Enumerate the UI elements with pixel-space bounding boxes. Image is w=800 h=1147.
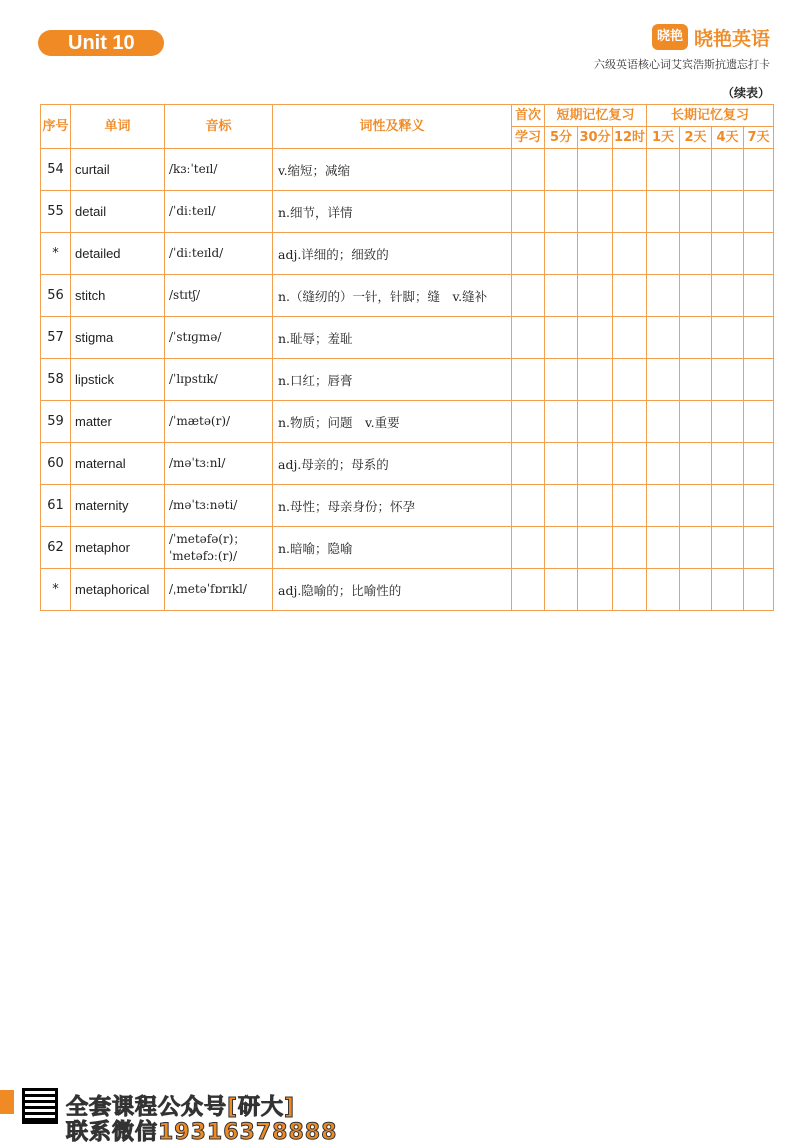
row-definition: n.暗喻；隐喻: [273, 527, 512, 569]
table-row: [41, 191, 774, 233]
review-checkbox-cell[interactable]: [613, 317, 647, 359]
review-checkbox-cell[interactable]: [647, 527, 680, 569]
row-definition: n.细节，详情: [273, 191, 512, 233]
row-definition: n.母性；母亲身份；怀孕: [273, 485, 512, 527]
table-row: [41, 359, 774, 401]
review-checkbox-cell[interactable]: [613, 275, 647, 317]
review-checkbox-cell[interactable]: [712, 233, 744, 275]
col-first-header: 首次: [512, 105, 545, 127]
brand-name: 晓艳英语: [693, 27, 770, 50]
review-checkbox-cell[interactable]: [647, 443, 680, 485]
interval-header: 7天: [744, 127, 774, 149]
review-checkbox-cell[interactable]: [613, 359, 647, 401]
review-checkbox-cell[interactable]: [578, 443, 613, 485]
watermark-line2: 联系微信19316378888: [66, 1120, 338, 1145]
review-checkbox-cell[interactable]: [647, 149, 680, 191]
row-number: 62: [41, 527, 71, 569]
review-checkbox-cell[interactable]: [545, 275, 578, 317]
review-checkbox-cell[interactable]: [545, 233, 578, 275]
review-checkbox-cell[interactable]: [545, 401, 578, 443]
review-checkbox-cell[interactable]: [680, 527, 712, 569]
table-row: [41, 527, 774, 569]
review-checkbox-cell[interactable]: [647, 359, 680, 401]
review-checkbox-cell[interactable]: [712, 527, 744, 569]
row-phonetic: [165, 191, 273, 233]
phonetic-line: /ˈlɪpstɪk/: [169, 372, 218, 386]
review-checkbox-cell[interactable]: [744, 359, 774, 401]
review-checkbox-cell[interactable]: [712, 443, 744, 485]
row-definition: n.口红；唇膏: [273, 359, 512, 401]
review-checkbox-cell[interactable]: [578, 191, 613, 233]
row-word: maternity: [71, 485, 165, 527]
review-checkbox-cell[interactable]: [680, 443, 712, 485]
row-word: stitch: [71, 275, 165, 317]
review-checkbox-cell[interactable]: [512, 149, 545, 191]
row-number: 59: [41, 401, 71, 443]
interval-header: 4天: [712, 127, 744, 149]
review-checkbox-cell[interactable]: [744, 149, 774, 191]
col-definition-header: 词性及释义: [273, 105, 512, 149]
phonetic-line: /kɜːˈteɪl/: [169, 162, 218, 176]
review-checkbox-cell[interactable]: [680, 275, 712, 317]
row-number: 56: [41, 275, 71, 317]
row-number: 58: [41, 359, 71, 401]
interval-header: 2天: [680, 127, 712, 149]
review-checkbox-cell[interactable]: [744, 485, 774, 527]
row-number: 54: [41, 149, 71, 191]
phonetic-line: /ˈmetəfə(r)；: [169, 531, 246, 546]
review-checkbox-cell[interactable]: [744, 569, 774, 611]
review-checkbox-cell[interactable]: [545, 317, 578, 359]
col-word-header: 单词: [71, 105, 165, 149]
table-row: [41, 317, 774, 359]
row-definition: adj.详细的；细致的: [273, 233, 512, 275]
table-row: [41, 275, 774, 317]
review-checkbox-cell[interactable]: [712, 275, 744, 317]
review-checkbox-cell[interactable]: [512, 485, 545, 527]
review-checkbox-cell[interactable]: [578, 233, 613, 275]
review-checkbox-cell[interactable]: [512, 359, 545, 401]
watermark-line1: 全套课程公众号[研大]: [66, 1095, 296, 1120]
review-checkbox-cell[interactable]: [613, 191, 647, 233]
review-checkbox-cell[interactable]: [545, 149, 578, 191]
phonetic-line: /stɪtʃ/: [169, 288, 200, 302]
review-checkbox-cell[interactable]: [578, 569, 613, 611]
review-checkbox-cell[interactable]: [647, 485, 680, 527]
row-word: metaphor: [71, 527, 165, 569]
row-phonetic: [165, 317, 273, 359]
review-checkbox-cell[interactable]: [613, 149, 647, 191]
review-checkbox-cell[interactable]: [613, 485, 647, 527]
review-checkbox-cell[interactable]: [545, 485, 578, 527]
phonetic-line: /ˈstɪɡmə/: [169, 330, 222, 344]
review-checkbox-cell[interactable]: [512, 275, 545, 317]
table-row: [41, 233, 774, 275]
review-checkbox-cell[interactable]: [613, 527, 647, 569]
table-row: [41, 569, 774, 611]
review-checkbox-cell[interactable]: [578, 275, 613, 317]
review-checkbox-cell[interactable]: [613, 233, 647, 275]
review-checkbox-cell[interactable]: [680, 317, 712, 359]
review-checkbox-cell[interactable]: [680, 191, 712, 233]
book-subtitle: 六级英语核心词艾宾浩斯抗遗忘打卡: [594, 58, 770, 71]
continued-label: （续表）: [721, 86, 770, 100]
review-checkbox-cell[interactable]: [744, 275, 774, 317]
col-short-header: 短期记忆复习: [545, 105, 647, 127]
review-checkbox-cell[interactable]: [578, 317, 613, 359]
col-first-sub-header: 学习: [512, 127, 545, 149]
row-definition: n.物质；问题 v.重要: [273, 401, 512, 443]
review-checkbox-cell[interactable]: [545, 443, 578, 485]
review-checkbox-cell[interactable]: [512, 401, 545, 443]
col-seq-header: 序号: [41, 105, 71, 149]
row-phonetic: [165, 275, 273, 317]
table-row: [41, 149, 774, 191]
review-checkbox-cell[interactable]: [744, 191, 774, 233]
row-definition: adj.母亲的；母系的: [273, 443, 512, 485]
row-word: curtail: [71, 149, 165, 191]
review-checkbox-cell[interactable]: [545, 527, 578, 569]
review-checkbox-cell[interactable]: [744, 233, 774, 275]
phonetic-line: /ˈdiːteɪld/: [169, 246, 224, 260]
col-long-header: 长期记忆复习: [647, 105, 774, 127]
row-phonetic: [165, 401, 273, 443]
row-phonetic: [165, 443, 273, 485]
review-checkbox-cell[interactable]: [512, 569, 545, 611]
qr-code-icon: [22, 1088, 58, 1124]
review-checkbox-cell[interactable]: [647, 275, 680, 317]
review-checkbox-cell[interactable]: [512, 527, 545, 569]
review-checkbox-cell[interactable]: [512, 191, 545, 233]
row-definition: adj.隐喻的；比喻性的: [273, 569, 512, 611]
row-phonetic: [165, 485, 273, 527]
interval-header: 30分: [578, 127, 613, 149]
review-checkbox-cell[interactable]: [512, 233, 545, 275]
review-checkbox-cell[interactable]: [578, 485, 613, 527]
interval-header: 12时: [613, 127, 647, 149]
row-phonetic: [165, 359, 273, 401]
interval-header: 5分: [545, 127, 578, 149]
interval-header: 1天: [647, 127, 680, 149]
phonetic-line: /ˌmetəˈfɒrɪkl/: [169, 582, 247, 596]
table-row: [41, 401, 774, 443]
review-checkbox-cell[interactable]: [647, 401, 680, 443]
row-word: stigma: [71, 317, 165, 359]
row-word: detail: [71, 191, 165, 233]
review-checkbox-cell[interactable]: [712, 359, 744, 401]
row-phonetic: [165, 149, 273, 191]
review-checkbox-cell[interactable]: [647, 569, 680, 611]
review-checkbox-cell[interactable]: [578, 527, 613, 569]
row-definition: n.（缝纫的）一针，针脚；缝 v.缝补: [273, 275, 512, 317]
review-checkbox-cell[interactable]: [712, 149, 744, 191]
review-checkbox-cell[interactable]: [744, 401, 774, 443]
review-checkbox-cell[interactable]: [744, 443, 774, 485]
row-number: 55: [41, 191, 71, 233]
review-checkbox-cell[interactable]: [545, 191, 578, 233]
row-number: 60: [41, 443, 71, 485]
row-number: *: [41, 569, 71, 611]
row-word: detailed: [71, 233, 165, 275]
table-row: [41, 485, 774, 527]
brand-logo-icon: 晓艳: [652, 24, 688, 50]
row-word: metaphorical: [71, 569, 165, 611]
review-checkbox-cell[interactable]: [545, 569, 578, 611]
review-checkbox-cell[interactable]: [613, 443, 647, 485]
row-phonetic: [165, 527, 273, 569]
review-checkbox-cell[interactable]: [744, 527, 774, 569]
review-checkbox-cell[interactable]: [712, 569, 744, 611]
phonetic-line: /ˈmætə(r)/: [169, 414, 231, 428]
page-edge-marker: [0, 1090, 14, 1114]
unit-label: Unit 10: [38, 30, 164, 56]
row-phonetic: [165, 569, 273, 611]
review-checkbox-cell[interactable]: [578, 149, 613, 191]
row-word: matter: [71, 401, 165, 443]
row-word: lipstick: [71, 359, 165, 401]
review-checkbox-cell[interactable]: [578, 401, 613, 443]
review-checkbox-cell[interactable]: [712, 485, 744, 527]
review-checkbox-cell[interactable]: [545, 359, 578, 401]
review-checkbox-cell[interactable]: [744, 317, 774, 359]
review-checkbox-cell[interactable]: [680, 149, 712, 191]
review-checkbox-cell[interactable]: [680, 485, 712, 527]
review-checkbox-cell[interactable]: [512, 317, 545, 359]
phonetic-line: /məˈtɜːnl/: [169, 456, 226, 470]
vocab-table: [40, 104, 774, 611]
phonetic-line: /məˈtɜːnəti/: [169, 498, 238, 512]
review-checkbox-cell[interactable]: [647, 233, 680, 275]
row-number: *: [41, 233, 71, 275]
review-checkbox-cell[interactable]: [712, 401, 744, 443]
review-checkbox-cell[interactable]: [680, 401, 712, 443]
review-checkbox-cell[interactable]: [647, 317, 680, 359]
row-number: 57: [41, 317, 71, 359]
phonetic-line: /ˈdiːteɪl/: [169, 204, 216, 218]
review-checkbox-cell[interactable]: [647, 191, 680, 233]
review-checkbox-cell[interactable]: [680, 233, 712, 275]
table-row: [41, 443, 774, 485]
review-checkbox-cell[interactable]: [680, 569, 712, 611]
brand: [652, 22, 770, 52]
row-definition: n.耻辱；羞耻: [273, 317, 512, 359]
row-phonetic: [165, 233, 273, 275]
col-phonetic-header: 音标: [165, 105, 273, 149]
phonetic-line: ˈmetəfɔː(r)/: [169, 548, 238, 563]
review-checkbox-cell[interactable]: [712, 191, 744, 233]
review-checkbox-cell[interactable]: [712, 317, 744, 359]
review-checkbox-cell[interactable]: [578, 359, 613, 401]
review-checkbox-cell[interactable]: [680, 359, 712, 401]
review-checkbox-cell[interactable]: [613, 569, 647, 611]
row-definition: v.缩短；减缩: [273, 149, 512, 191]
review-checkbox-cell[interactable]: [512, 443, 545, 485]
row-number: 61: [41, 485, 71, 527]
review-checkbox-cell[interactable]: [613, 401, 647, 443]
row-word: maternal: [71, 443, 165, 485]
